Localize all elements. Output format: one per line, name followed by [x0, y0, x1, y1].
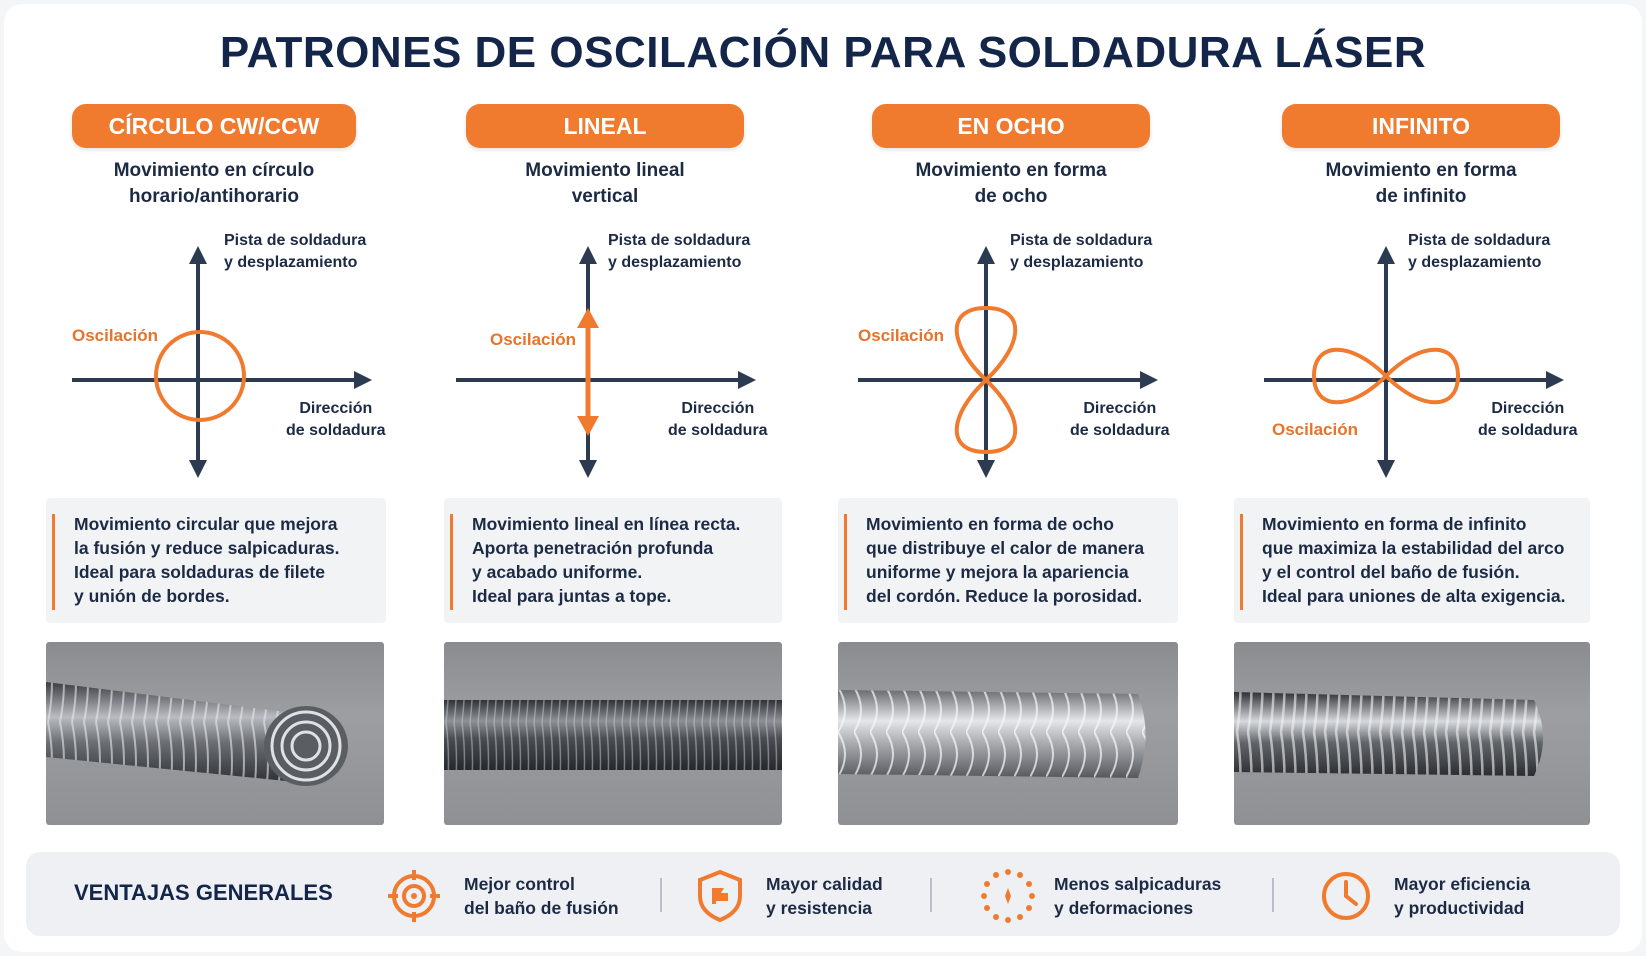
weld-bead-image [444, 642, 782, 825]
pattern-badge-infinity: INFINITO [1282, 104, 1560, 148]
spatter-icon [980, 868, 1036, 924]
axis-label-direction: Dirección de soldadura [286, 400, 386, 439]
pattern-subtitle-eight: Movimiento en forma de ocho [915, 160, 1107, 207]
pattern-subtitle-infinity: Movimiento en forma de infinito [1325, 160, 1517, 207]
shield-icon [694, 868, 746, 924]
weld-bead-image [1234, 642, 1590, 825]
pattern-badge-circle: CÍRCULO CW/CCW [72, 104, 356, 148]
advantage-item-control: Mejor control del baño de fusión [386, 868, 619, 924]
advantages-bar [26, 852, 1620, 936]
target-icon [386, 868, 442, 924]
pattern-subtitle-linear: Movimiento lineal vertical [525, 160, 685, 207]
axis-label-track: Pista de soldadura y desplazamiento [224, 232, 367, 271]
axis-label-track: Pista de soldadura y desplazamiento [1408, 232, 1551, 271]
axis-label-direction: Dirección de soldadura [668, 400, 768, 439]
axis-label-direction: Dirección de soldadura [1070, 400, 1170, 439]
axis-label-track: Pista de soldadura y desplazamiento [1010, 232, 1153, 271]
pattern-description-eight: Movimiento en forma de ocho que distribuye el calor de manera uniforme y mejora la apariencia del cordón. Reduce la porosidad. [838, 498, 1178, 623]
oscillation-label: Oscilación [490, 330, 576, 349]
divider [1272, 878, 1274, 912]
advantage-item-quality: Mayor calidad y resistencia [694, 868, 883, 924]
weld-photo-linear [444, 642, 782, 825]
page-title: PATRONES DE OSCILACIÓN PARA SOLDADURA LÁSER [219, 28, 1427, 77]
weld-bead-image [46, 642, 384, 825]
oscillation-label: Oscilación [72, 326, 158, 345]
weld-photo-infinity [1234, 642, 1590, 825]
weld-photo-circle [46, 642, 384, 825]
weld-bead-image [838, 642, 1178, 825]
pattern-description-circle: Movimiento circular que mejora la fusión y reduce salpicaduras. Ideal para soldaduras de filete y unión de bordes. [46, 498, 386, 623]
pattern-badge-eight: EN OCHO [872, 104, 1150, 148]
axis-label-track: Pista de soldadura y desplazamiento [608, 232, 751, 271]
clock-icon [1318, 868, 1374, 924]
pattern-description-infinity: Movimiento en forma de infinito que maximiza la estabilidad del arco y el control del baño de fusión. Ideal para uniones de alta exigencia. [1234, 498, 1590, 623]
advantage-item-efficiency: Mayor eficiencia y productividad [1318, 868, 1530, 924]
pattern-description-linear: Movimiento lineal en línea recta. Aporta penetración profunda y acabado uniforme. Ideal para juntas a tope. [444, 498, 782, 623]
oscillation-label: Oscilación [858, 326, 944, 345]
advantage-item-spatter: Menos salpicaduras y deformaciones [980, 868, 1221, 924]
pattern-subtitle-circle: Movimiento en círculo horario/antihorario [113, 160, 315, 207]
pattern-badge-linear: LINEAL [466, 104, 744, 148]
weld-photo-eight [838, 642, 1178, 825]
axis-label-direction: Dirección de soldadura [1478, 400, 1578, 439]
divider [660, 878, 662, 912]
oscillation-label: Oscilación [1272, 420, 1358, 439]
advantages-title: VENTAJAS GENERALES [74, 880, 333, 905]
divider [930, 878, 932, 912]
